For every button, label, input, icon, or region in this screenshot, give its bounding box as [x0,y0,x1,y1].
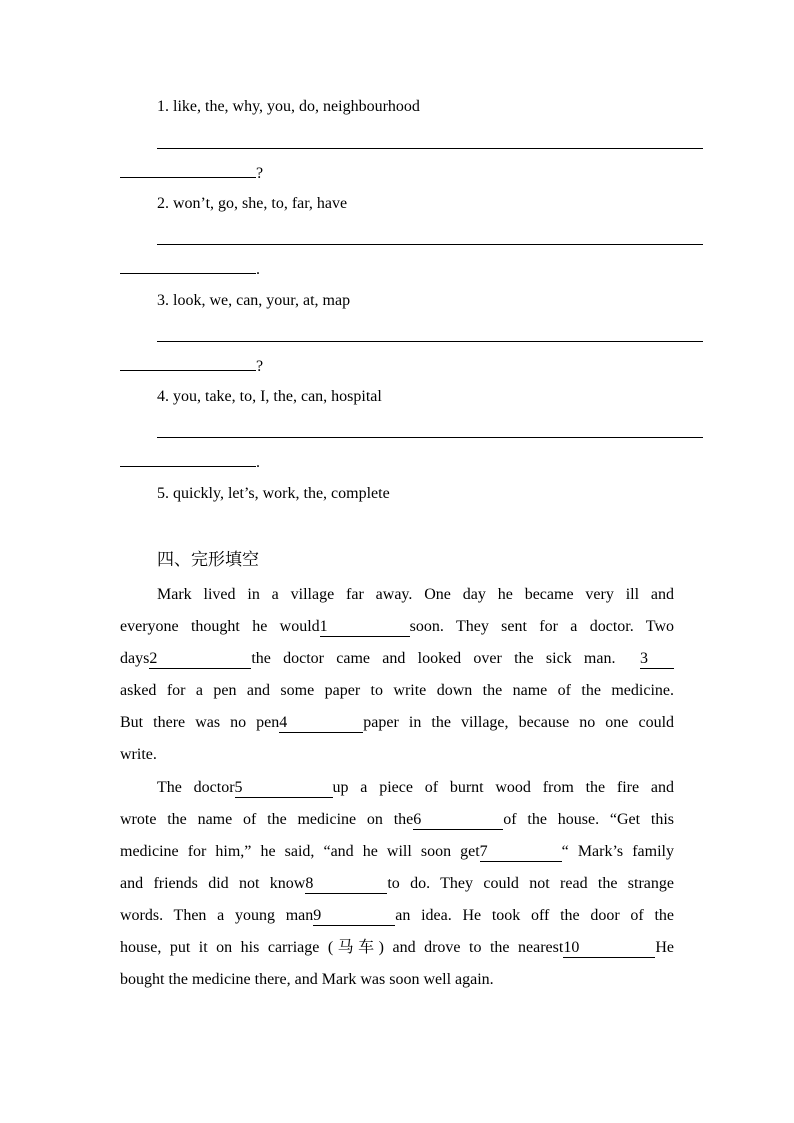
question-3-prompt: 3. look, we, can, your, at, map [157,292,351,309]
question-1-prompt: 1. like, the, why, you, do, neighbourhood [157,98,420,115]
blank-10[interactable]: 10 [563,939,655,958]
answer-line-end[interactable]: . [120,259,260,280]
text-line: words. Then a young man9 an idea. He took off the door of the [120,907,675,924]
blank-8[interactable]: 8 [305,875,387,894]
blank-9[interactable]: 9 [313,907,395,926]
text-line: and friends did not know8 to do. They could not read the strange [120,875,674,892]
answer-line-end[interactable]: ? [120,163,263,184]
text-line: The doctor5 up a piece of burnt wood from the fire and [157,779,674,796]
text-line: asked for a pen and some paper to write down the name of the medicine. [120,682,674,699]
text-line: Mark lived in a village far away. One day he became very ill and [157,586,674,603]
text-line: write. [120,746,157,763]
answer-line-end[interactable]: ? [120,356,263,377]
text-line: everyone thought he would1 soon. They sent for a doctor. Two [120,618,675,635]
text-line: house, put it on his carriage (马车) and drove to the nearest10 He [120,939,674,956]
answer-line[interactable] [157,341,703,342]
cloze-paragraph-2 [120,772,674,996]
text-line: days2 the doctor came and looked over the sick man. 3 [120,643,674,675]
answer-line[interactable] [157,244,703,245]
text-line: medicine for him,” he said, “and he will soon get7 “ Mark’s family [120,843,674,860]
answer-line[interactable] [157,437,703,438]
blank-6[interactable]: 6 [413,811,503,830]
blank-3[interactable]: 3 [640,650,674,669]
cloze-paragraph-1 [120,579,674,771]
blank-2[interactable]: 2 [149,650,251,669]
question-2-prompt: 2. won’t, go, she, to, far, have [157,195,348,212]
blank-5[interactable]: 5 [235,779,333,798]
question-4-prompt: 4. you, take, to, I, the, can, hospital [157,388,382,405]
answer-line-end[interactable]: . [120,452,260,473]
text-line: bought the medicine there, and Mark was soon well again. [120,971,494,988]
text-line: wrote the name of the medicine on the6 of the house. “Get this [120,811,674,828]
question-5-prompt: 5. quickly, let’s, work, the, complete [157,485,390,502]
answer-line[interactable] [157,148,703,149]
section-heading: 四、完形填空 [157,550,259,570]
blank-1[interactable]: 1 [320,618,410,637]
blank-4[interactable]: 4 [279,714,363,733]
text-line: But there was no pen4 paper in the village, because no one could [120,714,675,731]
blank-7[interactable]: 7 [480,843,562,862]
